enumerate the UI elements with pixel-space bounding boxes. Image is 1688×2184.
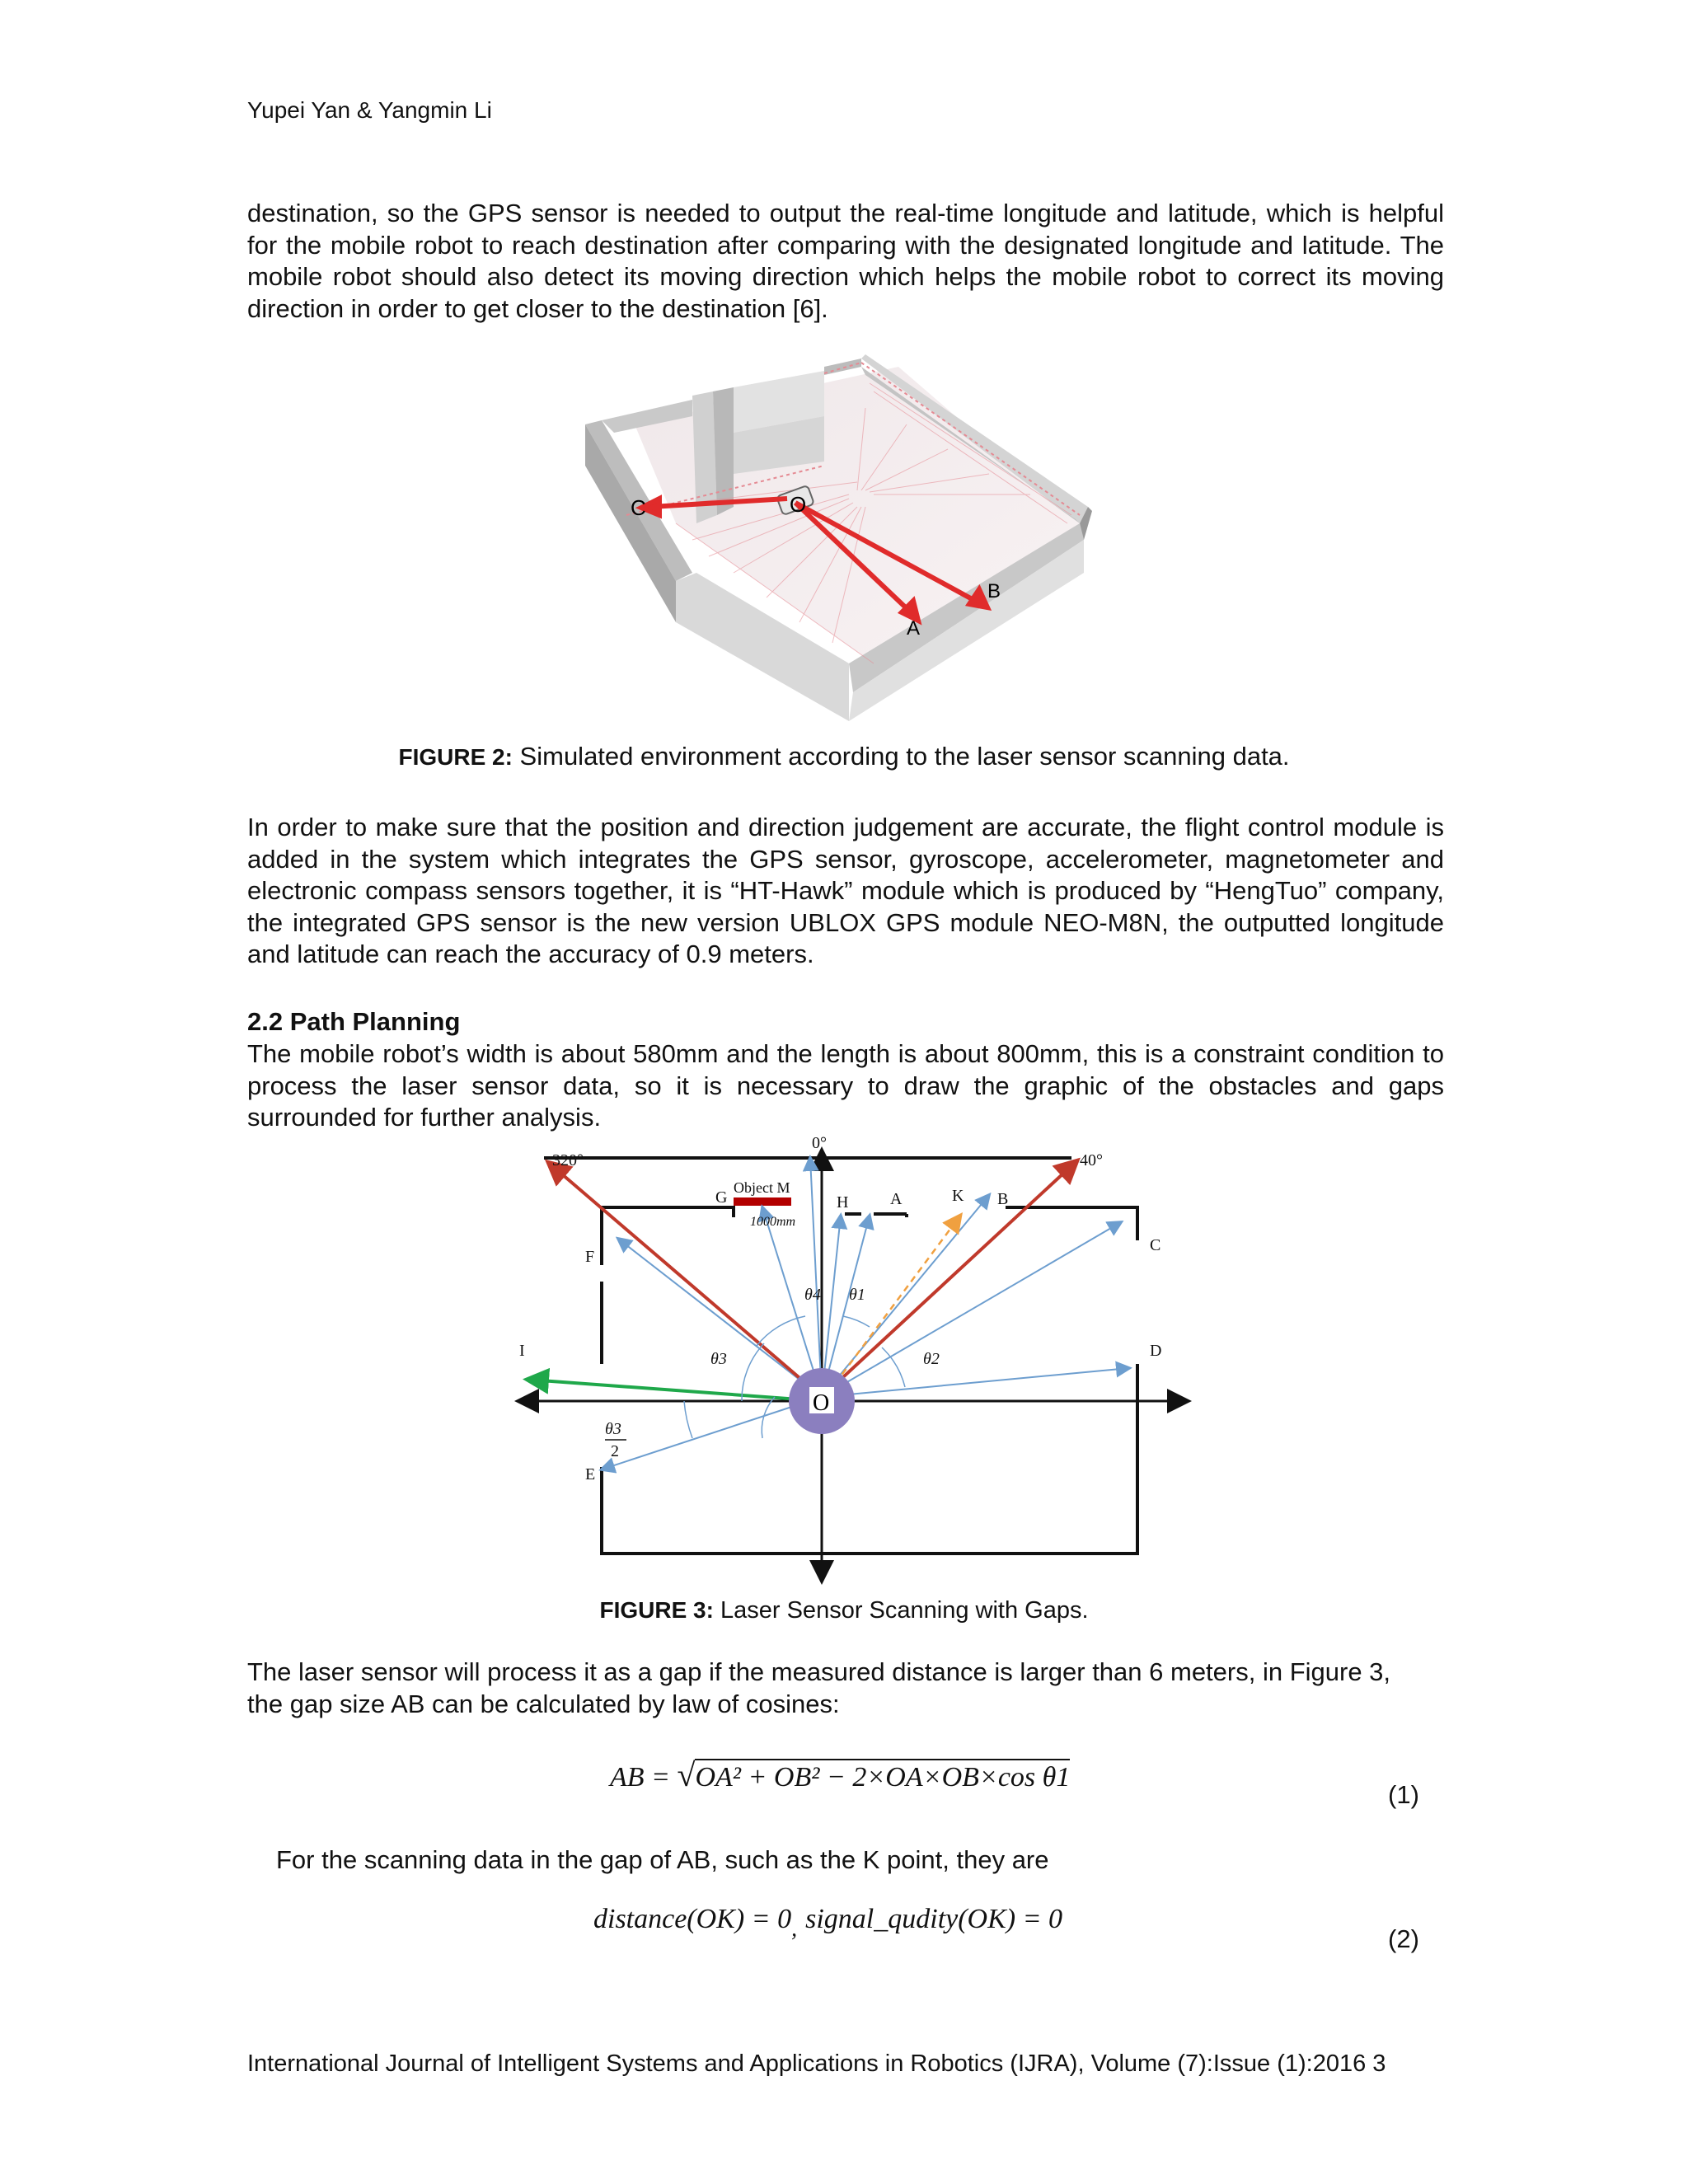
label-h: H xyxy=(837,1193,849,1212)
figure-2-caption-label: FIGURE 2: xyxy=(398,744,513,770)
label-i: I xyxy=(519,1342,525,1360)
paragraph-intro: destination, so the GPS sensor is needed to output the real-time longitude and latitude, which is helpful for the mobile robot to reach destination after comparing with the designated longitude and latitude. The mobile robot should also detect its moving direction which helps the mobile robot to correct its moving direction in order to get closer to the destination [6]. xyxy=(247,199,1444,323)
running-header: Yupei Yan & Yangmin Li xyxy=(247,97,492,123)
label-deg0: 0° xyxy=(812,1134,827,1152)
figure-2-caption-text: Simulated environment according to the laser sensor scanning data. xyxy=(512,742,1290,771)
figure2-label-b: B xyxy=(987,580,1001,602)
figure3-label-o: O xyxy=(813,1390,830,1416)
equation-1-rhs: OA² + OB² − 2×OA×OB×cos θ1 xyxy=(695,1759,1070,1793)
paragraph-gap: The laser sensor will process it as a gap if the measured distance is larger than 6 meters, in Figure 3, the gap size AB can be calculated by law of cosines: xyxy=(247,1657,1391,1718)
paragraph-path-planning: The mobile robot’s width is about 580mm and the length is about 800mm, this is a constraint condition to process the laser sensor data, so it is necessary to draw the graphic of the obstacles and gaps surrounded for further analysis. xyxy=(247,1039,1444,1132)
label-g: G xyxy=(715,1188,728,1207)
equation-1-number: (1) xyxy=(1388,1780,1419,1809)
equation-1: AB = √OA² + OB² − 2×OA×OB×cos θ1 xyxy=(610,1756,1071,1793)
figure-2-caption xyxy=(0,742,1688,771)
label-theta3: θ3 xyxy=(710,1350,727,1368)
label-theta4: θ4 xyxy=(804,1286,821,1304)
label-object-m: Object M xyxy=(734,1179,790,1196)
figure-2-environment xyxy=(577,350,1113,725)
label-1000mm: 1000mm xyxy=(750,1215,796,1229)
label-theta2: θ2 xyxy=(923,1350,940,1368)
figure-3-caption-label: FIGURE 3: xyxy=(599,1597,714,1623)
figure-3-laser-scan xyxy=(495,1125,1203,1595)
object-m xyxy=(734,1197,791,1206)
equation-2-part2: signal_qudity(OK) = 0 xyxy=(805,1904,1063,1934)
label-c: C xyxy=(1150,1236,1161,1254)
paragraph-k-point: For the scanning data in the gap of AB, such as the K point, they are xyxy=(276,1845,1049,1874)
figure2-label-o: O xyxy=(790,492,807,517)
equation-2-sep: , xyxy=(791,1916,798,1942)
equation-2-part1: distance(OK) = 0 xyxy=(593,1904,792,1934)
footer-journal: International Journal of Intelligent Systems and Applications in Robotics (IJRA), Volume (7):Issue (1):2016 3 xyxy=(247,2050,1386,2077)
equation-2-number: (2) xyxy=(1388,1924,1419,1953)
paragraph-flight-control: In order to make sure that the position and direction judgement are accurate, the flight control module is added in the system which integrates the GPS sensor, gyroscope, accelerometer, magnetometer and electronic compass sensors together, it is “HT-Hawk” module which is produced by “HengTuo” company, the integrated GPS sensor is the new version UBLOX GPS module NEO-M8N, the outputted longitude and latitude can reach the accuracy of 0.9 meters. xyxy=(247,813,1444,968)
equation-2 xyxy=(593,1904,1063,1942)
label-theta1: θ1 xyxy=(849,1286,865,1304)
label-deg40: 40° xyxy=(1080,1151,1103,1169)
section-title-path-planning: 2.2 Path Planning xyxy=(247,1007,461,1036)
label-k: K xyxy=(952,1187,964,1205)
label-d: D xyxy=(1150,1342,1162,1360)
label-f: F xyxy=(585,1248,595,1266)
figure-3-caption xyxy=(0,1597,1688,1624)
label-e: E xyxy=(585,1465,596,1483)
figure2-label-a: A xyxy=(907,617,921,640)
equation-1-lhs: AB = xyxy=(610,1762,678,1793)
figure-3-caption-text: Laser Sensor Scanning with Gaps. xyxy=(713,1597,1089,1624)
label-a: A xyxy=(890,1190,903,1208)
figure2-label-c: C xyxy=(631,495,646,520)
label-b: B xyxy=(997,1190,1009,1208)
label-theta3-half-den: 2 xyxy=(611,1442,619,1460)
label-theta3-half-num: θ3 xyxy=(605,1420,621,1438)
label-deg320: 320° xyxy=(552,1151,584,1169)
